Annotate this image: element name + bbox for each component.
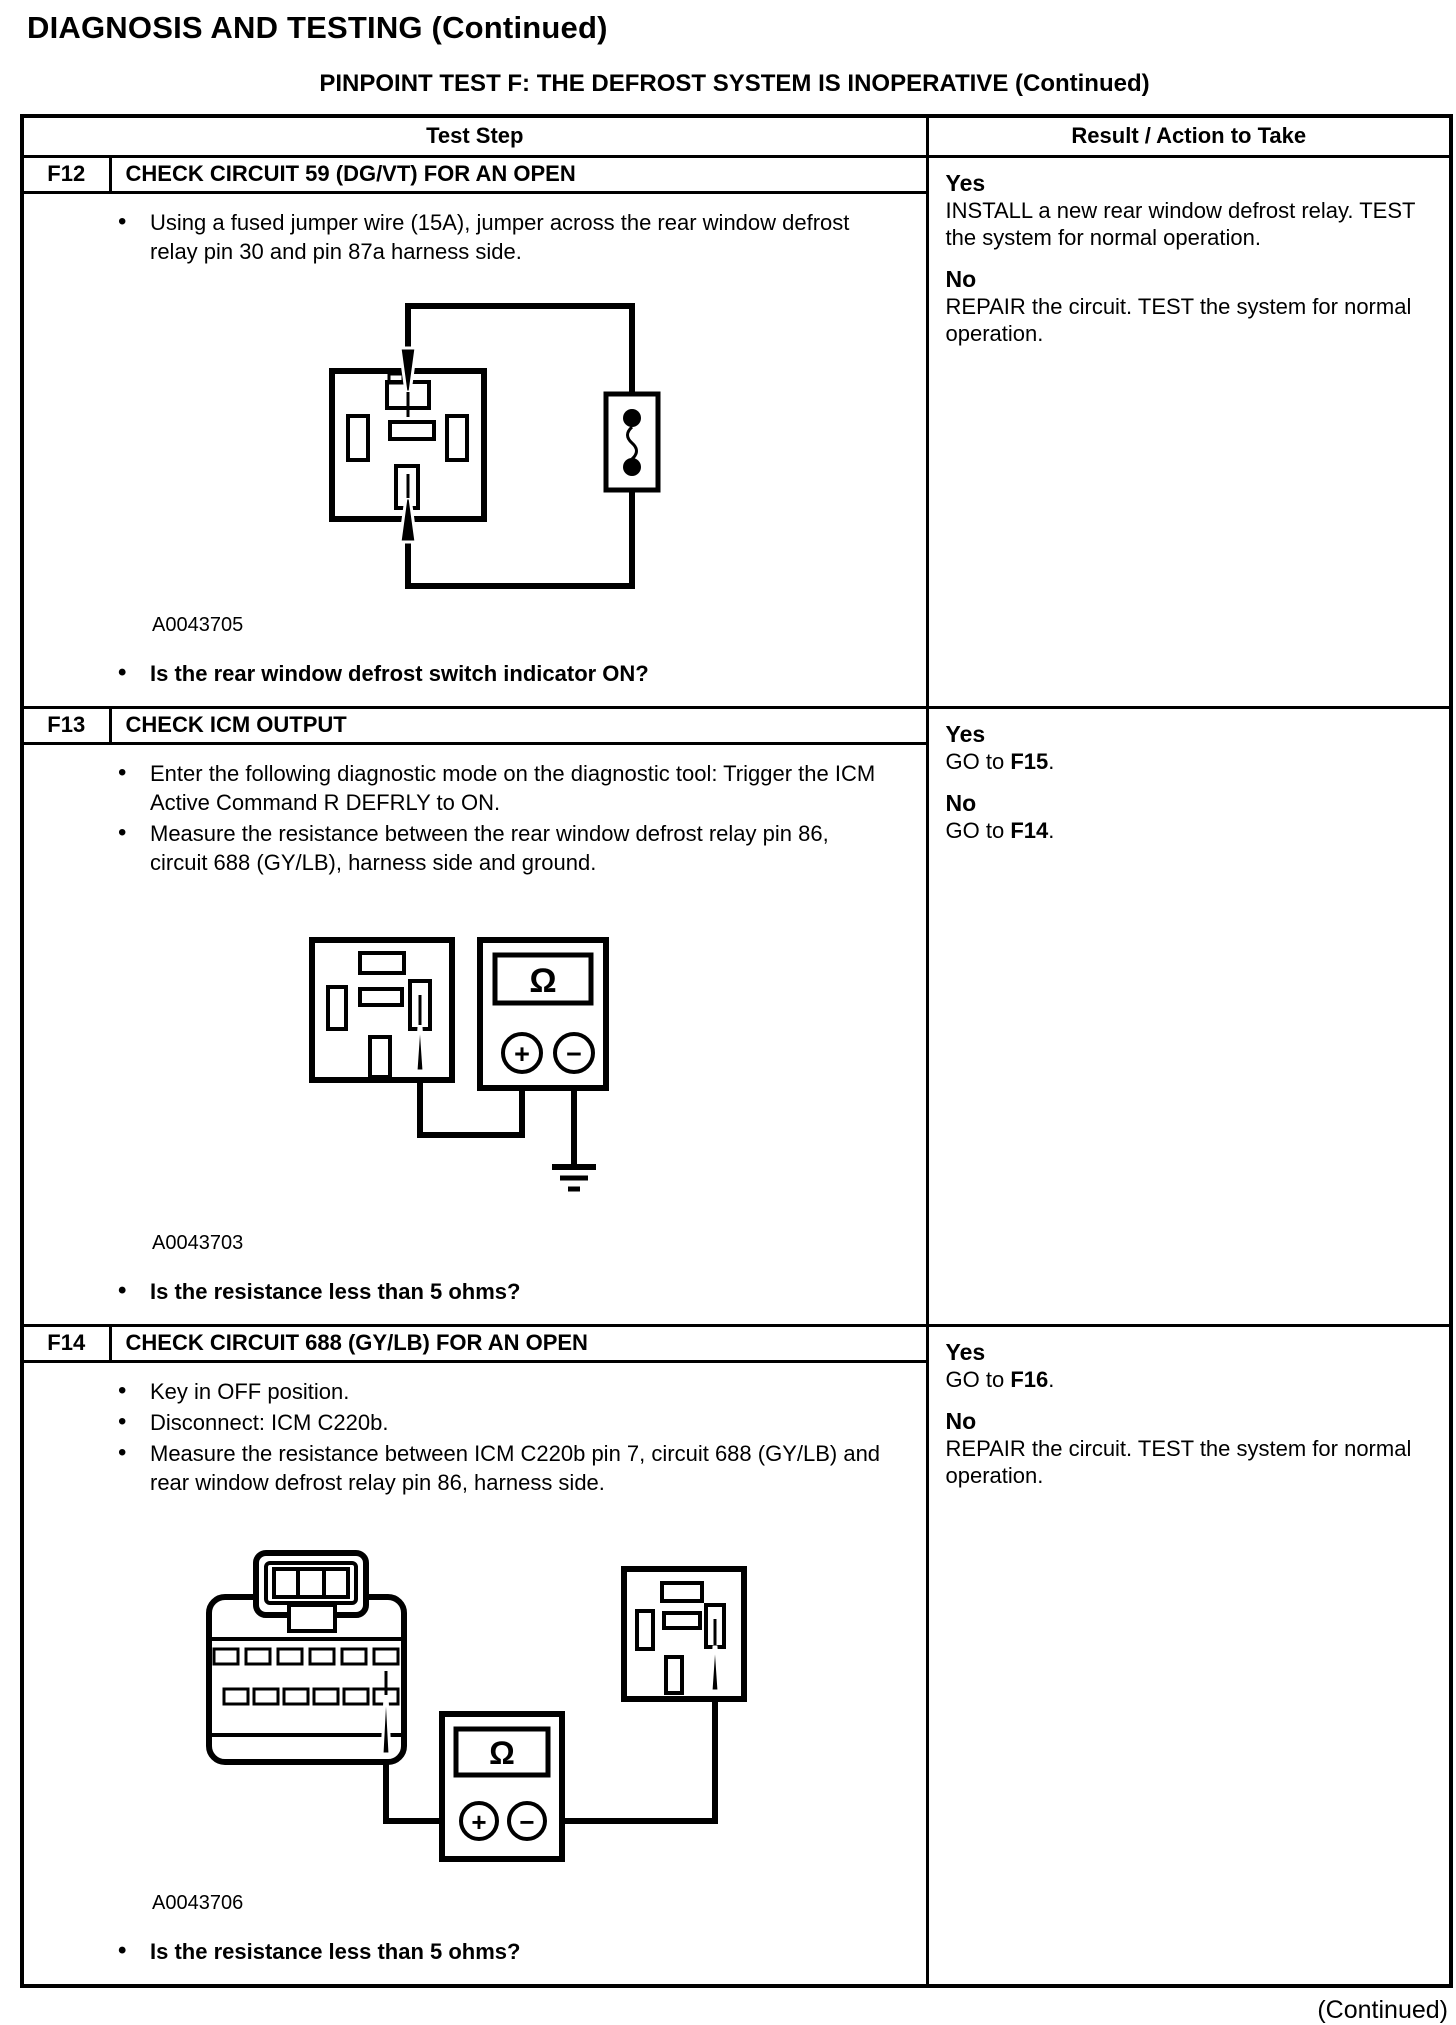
figure-label: A0043705 <box>152 614 244 636</box>
question-item: • Is the resistance less than 5 ohms? <box>116 1937 892 1966</box>
figure-fused-jumper <box>292 296 712 596</box>
page-title: DIAGNOSIS AND TESTING (Continued) <box>27 10 608 45</box>
diagram-fused-jumper-relay <box>292 296 918 596</box>
figure-label: A0043706 <box>152 1892 244 1914</box>
step-instructions <box>116 208 892 268</box>
omega-icon: Ω <box>489 1735 515 1771</box>
step-body-cell <box>22 1362 927 1987</box>
plus-terminal <box>503 1034 541 1072</box>
pinpoint-test-subtitle: PINPOINT TEST F: THE DEFROST SYSTEM IS INOPERATIVE (Continued) <box>319 70 1150 97</box>
figure-icm-ohmmeter-relay <box>194 1539 754 1874</box>
instruction-item: • Measure the resistance between the rear window defrost relay pin 86, circuit 688 (GY/LB), harness side and ground. <box>116 819 892 877</box>
figure-relay-ohmmeter <box>290 925 630 1210</box>
pinpoint-test-table <box>20 114 1453 1988</box>
step-instructions <box>116 759 892 879</box>
step-question <box>116 637 892 690</box>
step-result-cell <box>927 157 1451 708</box>
step-instructions <box>116 1377 892 1499</box>
table-header-row <box>22 116 1451 157</box>
relay-connector <box>312 940 452 1080</box>
result-answer: Yes <box>945 1339 986 1365</box>
continued-footer: (Continued) <box>1317 1996 1448 2024</box>
step-question <box>116 1915 892 1968</box>
ohmmeter <box>442 1714 562 1859</box>
result-action: GO to F15. <box>945 749 1055 774</box>
figure-label: A0043703 <box>152 1232 244 1254</box>
result-answer: No <box>945 1408 977 1434</box>
step-body-cell <box>22 193 927 708</box>
instruction-item: • Key in OFF position. <box>116 1377 892 1406</box>
result-answer: No <box>945 790 977 816</box>
minus-terminal <box>509 1803 545 1839</box>
step-title: CHECK CIRCUIT 688 (GY/LB) FOR AN OPEN <box>110 1326 927 1362</box>
step-header-row <box>22 1326 1451 1362</box>
result-block <box>946 170 1436 251</box>
instruction-item: • Disconnect: ICM C220b. <box>116 1408 892 1437</box>
step-body-cell <box>22 744 927 1326</box>
minus-icon: − <box>519 1807 535 1837</box>
diagram-icm-ohmmeter-relay <box>194 1539 918 1874</box>
result-block <box>946 266 1436 347</box>
step-id: F14 <box>22 1326 110 1362</box>
step-result-cell <box>927 1326 1451 1987</box>
minus-icon: − <box>566 1039 582 1069</box>
instruction-item: • Measure the resistance between ICM C220b pin 7, circuit 688 (GY/LB) and rear window defrost relay pin 86, harness side. <box>116 1439 892 1497</box>
result-block <box>946 790 1436 844</box>
plus-icon: + <box>471 1807 487 1837</box>
result-action: REPAIR the circuit. TEST the system for normal operation. <box>945 294 1412 346</box>
step-id: F12 <box>22 157 110 193</box>
ohmmeter <box>480 940 606 1088</box>
column-header-result: Result / Action to Take <box>927 116 1451 157</box>
plus-terminal <box>461 1803 497 1839</box>
question-item: • Is the resistance less than 5 ohms? <box>116 1277 892 1306</box>
column-header-test-step: Test Step <box>22 116 927 157</box>
question-item: • Is the rear window defrost switch indicator ON? <box>116 659 892 688</box>
icm-connector <box>209 1553 404 1762</box>
instruction-item: • Enter the following diagnostic mode on the diagnostic tool: Trigger the ICM Active Command R DEFRLY to ON. <box>116 759 892 817</box>
result-block <box>946 1339 1436 1393</box>
instruction-item: • Using a fused jumper wire (15A), jumper across the rear window defrost relay pin 30 and pin 87a harness side. <box>116 208 892 266</box>
step-header-row <box>22 157 1451 193</box>
step-header-row <box>22 708 1451 744</box>
step-id: F13 <box>22 708 110 744</box>
result-answer: No <box>945 266 977 292</box>
result-action: INSTALL a new rear window defrost relay. TEST the system for normal operation. <box>945 198 1416 250</box>
step-result-cell <box>927 708 1451 1326</box>
diagram-relay-ohmmeter-ground <box>290 925 918 1210</box>
minus-terminal <box>555 1034 593 1072</box>
result-action: GO to F16. <box>945 1367 1055 1392</box>
step-title: CHECK ICM OUTPUT <box>110 708 927 744</box>
result-block <box>946 721 1436 775</box>
step-question <box>116 1255 892 1308</box>
result-action: REPAIR the circuit. TEST the system for normal operation. <box>945 1436 1412 1488</box>
omega-icon: Ω <box>529 962 557 1000</box>
fuse-icon <box>606 394 658 490</box>
result-action: GO to F14. <box>945 818 1055 843</box>
result-answer: Yes <box>945 721 986 747</box>
step-title: CHECK CIRCUIT 59 (DG/VT) FOR AN OPEN <box>110 157 927 193</box>
result-answer: Yes <box>945 170 986 196</box>
ground-icon <box>552 1167 596 1189</box>
plus-icon: + <box>514 1039 530 1069</box>
relay-connector <box>624 1569 744 1699</box>
result-block <box>946 1408 1436 1489</box>
probe-lead-negative <box>545 1691 715 1821</box>
